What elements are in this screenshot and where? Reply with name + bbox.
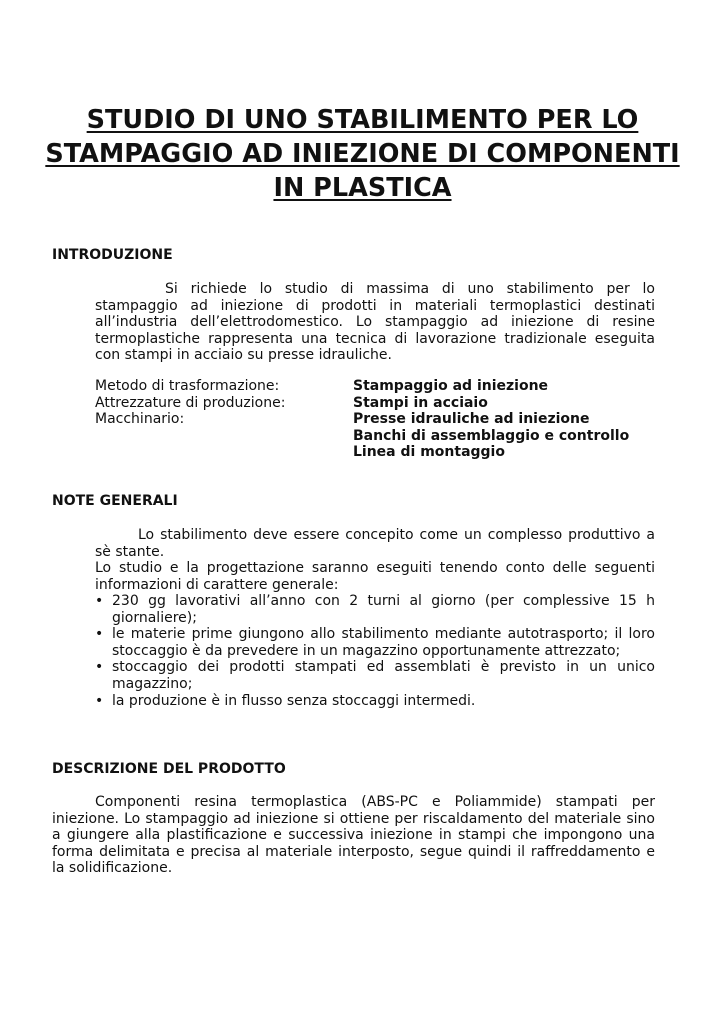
bullet-icon: • bbox=[95, 626, 104, 643]
bullet-icon: • bbox=[95, 593, 104, 609]
spec-value: Banchi di assemblaggio e controllo bbox=[353, 427, 630, 444]
spec-key: Macchinario: bbox=[95, 411, 185, 428]
list-item bbox=[95, 659, 655, 692]
list-item-text: 230 gg lavorativi all’anno con 2 turni al giorno (per complessive 15 h giornaliere); bbox=[112, 593, 655, 626]
list-item-text: la produzione è in flusso senza stoccaggi intermedi. bbox=[112, 692, 476, 709]
spec-value: Presse idrauliche ad iniezione bbox=[353, 411, 590, 428]
spec-value: Stampaggio ad iniezione bbox=[353, 378, 549, 394]
section-heading-note-generali: NOTE GENERALI bbox=[52, 493, 178, 509]
process-specs bbox=[95, 378, 695, 461]
spec-key: Attrezzature di produzione: bbox=[95, 394, 286, 411]
section-heading-introduzione: INTRODUZIONE bbox=[52, 247, 173, 263]
list-item-text: stoccaggio dei prodotti stampati ed assemblati è previsto in un unico magazzino; bbox=[112, 659, 655, 692]
bullet-icon: • bbox=[95, 692, 104, 709]
spec-key bbox=[95, 444, 353, 461]
spec-row bbox=[95, 444, 695, 461]
introduzione-paragraph: Si richiede lo studio di massima di uno stabilimento per lo stampaggio ad iniezione di prodotti in materiali termoplastici destinati all’industria dell’elettrodomestico. Lo stampaggio ad iniezione di resine termoplastiche rappresenta una tecnica di lavorazione tradizionale eseguita con stampi in acciaio su presse idrauliche. bbox=[95, 281, 655, 364]
note-generali-paragraph-2: Lo studio e la progettazione saranno eseguiti tenendo conto delle seguenti informazioni di carattere generale: bbox=[95, 560, 655, 593]
bullet-icon: • bbox=[95, 659, 104, 676]
section-heading-descrizione: DESCRIZIONE DEL PRODOTTO bbox=[52, 761, 286, 777]
spec-key: Metodo di trasformazione: bbox=[95, 378, 280, 394]
document-title: STUDIO DI UNO STABILIMENTO PER LO STAMPAGGIO AD INIEZIONE DI COMPONENTI IN PLASTICA bbox=[45, 105, 680, 203]
spec-value: Linea di montaggio bbox=[353, 444, 505, 461]
spec-row bbox=[95, 378, 695, 395]
descrizione-paragraph: Componenti resina termoplastica (ABS-PC e Poliammide) stampati per iniezione. Lo stampaggio ad iniezione si ottiene per riscaldamento del materiale sino a giungere alla plastificazione e successiva iniezione in stampi che impongono una forma delimitata e precisa al materiale interposto, segue quindi il raffreddamento e la solidificazione. bbox=[52, 794, 655, 877]
spec-row bbox=[95, 395, 695, 412]
list-item bbox=[95, 626, 655, 659]
spec-row bbox=[95, 428, 695, 445]
requirements-list bbox=[95, 593, 655, 709]
spec-key bbox=[95, 428, 353, 445]
list-item bbox=[95, 693, 655, 710]
list-item-text: le materie prime giungono allo stabilimento mediante autotrasporto; il loro stoccaggio è da prevedere in un magazzino opportunamente attrezzato; bbox=[112, 626, 655, 659]
spec-row bbox=[95, 411, 695, 428]
spec-value: Stampi in acciaio bbox=[353, 394, 488, 411]
list-item bbox=[95, 593, 655, 626]
note-generali-paragraph-1: Lo stabilimento deve essere concepito come un complesso produttivo a sè stante. bbox=[95, 527, 655, 560]
